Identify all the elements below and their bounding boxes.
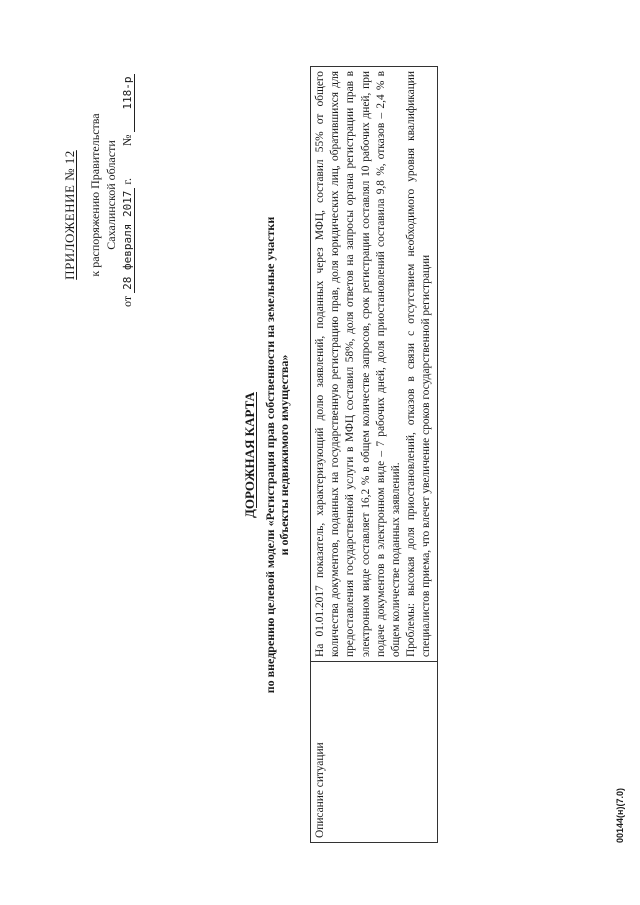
- situation-paragraph: На 01.01.2017 показатель, характеризующий долю заявлений, поданных через МФЦ, составил 55% от общего количества документов, поданных на государственную регистрацию прав, доля юридических лиц, обратившихся для предоставления государственной услуги в МФЦ составил 58%, доля ответов на запросы органа регистрации прав в электронном виде составляет 16,2 % в общем количестве запросов, срок регистрации составлял 10 рабочих дней, при подаче документов в электронном виде – 7 рабочих дней, доля приостановлений составила 9,8 %, отказов – 2,4 % в общем количестве поданных заявлений.: [314, 71, 403, 657]
- table-row: [311, 67, 438, 843]
- heading-line-1: по внедрению целевой модели «Регистрация прав собственности на земельные участки: [263, 216, 277, 694]
- document-heading: [242, 105, 291, 805]
- appendix-region: Сахалинской области: [104, 140, 118, 250]
- number-label: №: [120, 134, 134, 146]
- date-value: 28 февраля 2017: [121, 188, 135, 293]
- appendix-date-number-line: [120, 63, 136, 307]
- heading-title: ДОРОЖНАЯ КАРТА: [242, 391, 257, 519]
- roadmap-table: [310, 66, 438, 843]
- row-body: [311, 67, 438, 662]
- year-suffix: г.: [120, 177, 134, 185]
- heading-line-2: и объекты недвижимого имущества»: [277, 354, 291, 556]
- appendix-subtitle: к распоряжению Правительства: [88, 113, 102, 277]
- number-value: 118-р: [121, 74, 135, 132]
- appendix-title: ПРИЛОЖЕНИЕ № 12: [62, 150, 77, 280]
- footer-form-code: 00144(н)(7.0): [615, 788, 625, 843]
- row-label: Описание ситуации: [311, 662, 438, 843]
- problems-paragraph: Проблемы: высокая доля приостановлений, отказов в связи с отсутствием необходимого уровня квалификации специалистов приема, что влечет увеличение сроков государственной регистрации: [405, 71, 433, 657]
- from-label: от: [120, 295, 134, 307]
